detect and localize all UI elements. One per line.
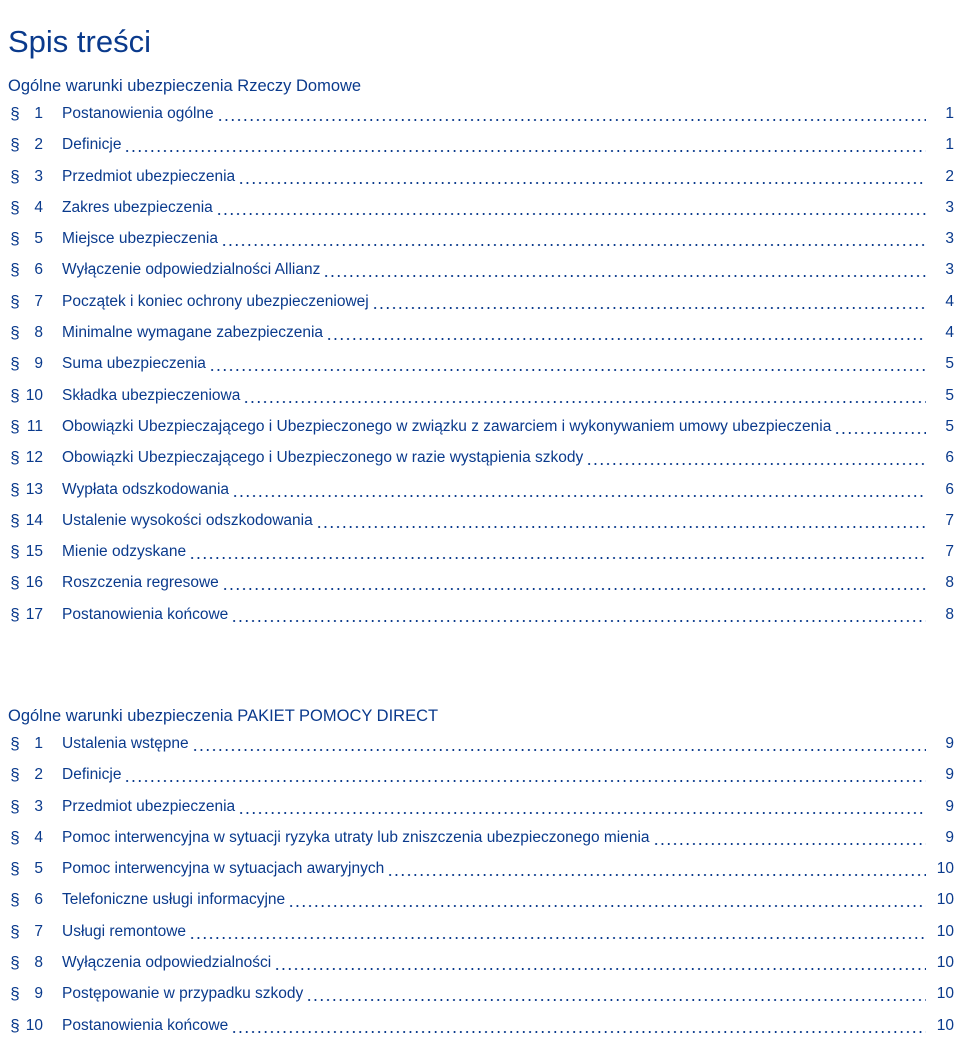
- toc-entry-title[interactable]: Zakres ubezpieczenia: [62, 198, 213, 216]
- toc-entry[interactable]: [0, 1009, 960, 1040]
- toc-entry-title[interactable]: Pomoc interwencyjna w sytuacjach awaryjnych: [62, 860, 385, 878]
- toc-entry[interactable]: [0, 946, 960, 977]
- toc-entry[interactable]: [0, 598, 960, 629]
- toc-entry[interactable]: [0, 222, 960, 253]
- section-sign-icon: §: [10, 510, 20, 530]
- dot-leader: [243, 386, 926, 406]
- toc-entry-number: 1: [34, 105, 43, 122]
- dot-leader: [231, 605, 926, 625]
- toc-entry[interactable]: [0, 285, 960, 316]
- dot-leader: [326, 323, 926, 343]
- toc-entry-number: 6: [34, 891, 43, 909]
- toc-entry-title[interactable]: Przedmiot ubezpieczenia: [62, 797, 236, 815]
- toc-entry[interactable]: [0, 347, 960, 378]
- toc-entry-title[interactable]: Telefoniczne usługi informacyjne: [62, 891, 286, 909]
- dot-leader: [834, 417, 926, 437]
- toc-entry[interactable]: [0, 97, 960, 128]
- toc-entry[interactable]: [0, 883, 960, 914]
- toc-entry-title[interactable]: Miejsce ubezpieczenia: [62, 230, 218, 248]
- toc-entry-leader: [62, 573, 926, 593]
- toc-entry-leader: [62, 198, 926, 218]
- toc-entry-number: 2: [34, 136, 43, 154]
- dot-leader: [653, 828, 926, 848]
- toc-entry-leader: [62, 135, 926, 155]
- toc-entry-number: 3: [34, 167, 43, 185]
- toc-entry-number: 6: [34, 261, 43, 279]
- toc-entry-leader: [62, 828, 926, 848]
- toc-entry-number: 2: [34, 766, 43, 784]
- toc-entry-leader: [62, 386, 926, 406]
- dot-leader: [124, 765, 926, 785]
- toc-entry-number: 4: [34, 198, 43, 216]
- toc-entry-number: 5: [34, 230, 43, 248]
- toc-entry-number: 7: [34, 292, 43, 310]
- toc-entry-title[interactable]: Pomoc interwencyjna w sytuacji ryzyka utraty lub zniszczenia ubezpieczonego mienia: [62, 828, 650, 846]
- toc-entry-leader: [62, 984, 926, 1004]
- toc-entry-title[interactable]: Przedmiot ubezpieczenia: [62, 167, 236, 185]
- toc-entry-leader: [62, 922, 926, 942]
- toc-entry-title[interactable]: Definicje: [62, 766, 122, 784]
- toc-entry[interactable]: [0, 410, 960, 441]
- toc-entry[interactable]: [0, 727, 960, 758]
- toc-entry-number: 13: [25, 480, 43, 498]
- toc-entry-number: 8: [34, 324, 43, 342]
- toc-entry-page-number: 1: [945, 136, 954, 154]
- toc-entry-title[interactable]: Postanowienia końcowe: [62, 1016, 229, 1034]
- section-sign-icon: §: [10, 385, 20, 405]
- section-sign-icon: §: [10, 921, 20, 941]
- dot-leader: [586, 448, 926, 468]
- toc-entry-number: 1: [34, 735, 43, 752]
- toc-entry[interactable]: [0, 852, 960, 883]
- toc-entry-page-number: 9: [945, 766, 954, 784]
- section-sign-icon: §: [10, 229, 20, 249]
- dot-leader: [231, 1016, 926, 1036]
- section-sign-icon: §: [10, 479, 20, 499]
- dot-leader: [316, 511, 926, 531]
- toc-entry-title[interactable]: Postanowienia ogólne: [62, 105, 214, 122]
- dot-leader: [323, 260, 926, 280]
- section-sign-icon: §: [10, 323, 20, 343]
- section-sign-icon: §: [10, 542, 20, 562]
- toc-entry-title[interactable]: Wyłączenie odpowiedzialności Allianz: [62, 261, 321, 279]
- toc-entry[interactable]: [0, 128, 960, 159]
- dot-leader: [209, 354, 926, 374]
- section-sign-icon: §: [10, 859, 20, 879]
- toc-entry-page-number: 3: [945, 198, 954, 216]
- toc-entry[interactable]: [0, 160, 960, 191]
- section-sign-icon: §: [10, 1015, 20, 1035]
- section-sign-icon: §: [10, 765, 20, 785]
- section-sign-icon: §: [10, 197, 20, 217]
- section-sign-icon: §: [10, 890, 20, 910]
- toc-entry[interactable]: [0, 977, 960, 1008]
- toc-entry-leader: [62, 953, 926, 973]
- toc-entry[interactable]: [0, 821, 960, 852]
- toc-entry[interactable]: [0, 915, 960, 946]
- section-heading: Ogólne warunki ubezpieczenia PAKIET POMOCY DIRECT: [8, 707, 439, 725]
- toc-entry-page-number: 7: [945, 511, 954, 529]
- toc-entry-leader: [62, 480, 926, 500]
- toc-entry-number: 15: [25, 543, 43, 561]
- toc-entry-title[interactable]: Składka ubezpieczeniowa: [62, 386, 241, 404]
- toc-entry-page-number: 10: [936, 860, 954, 878]
- toc-entry-page-number: 10: [936, 954, 954, 972]
- section-sign-icon: §: [10, 260, 20, 280]
- toc-entry-page-number: 4: [945, 292, 954, 310]
- toc-entry[interactable]: [0, 191, 960, 222]
- dot-leader: [189, 922, 926, 942]
- toc-entry-page-number: 6: [945, 449, 954, 467]
- toc-entry-page-number: 9: [945, 828, 954, 846]
- section-heading: Ogólne warunki ubezpieczenia Rzeczy Domowe: [8, 77, 362, 95]
- toc-entry-page-number: 10: [936, 891, 954, 909]
- toc-entry-number: 8: [34, 954, 43, 972]
- toc-entry-leader: [62, 448, 926, 468]
- toc-entry-leader: [62, 765, 926, 785]
- dot-leader: [192, 734, 926, 754]
- dot-leader: [288, 890, 926, 910]
- toc-entry-number: 4: [34, 828, 43, 846]
- toc-entry-title[interactable]: Suma ubezpieczenia: [62, 355, 206, 373]
- toc-entry[interactable]: [0, 379, 960, 410]
- section-sign-icon: §: [10, 166, 20, 186]
- toc-entry-page-number: 7: [945, 543, 954, 561]
- section-sign-icon: §: [10, 984, 20, 1004]
- toc-entry-title[interactable]: Wypłata odszkodowania: [62, 480, 230, 498]
- section-sign-icon: §: [10, 827, 20, 847]
- toc-entry-leader: [62, 354, 926, 374]
- toc-entry-page-number: 5: [945, 386, 954, 404]
- toc-entry-title[interactable]: Ustalenia wstępne: [62, 735, 189, 752]
- toc-entry-leader: [62, 104, 926, 124]
- toc-entry-title[interactable]: Postanowienia końcowe: [62, 605, 229, 623]
- dot-leader: [217, 104, 926, 124]
- dot-leader: [238, 167, 926, 187]
- toc-entry-leader: [62, 542, 926, 562]
- toc-entry-number: 16: [25, 574, 43, 592]
- toc-entry-leader: [62, 260, 926, 280]
- toc-list: [0, 727, 960, 1040]
- toc-entry-page-number: 2: [945, 167, 954, 185]
- dot-leader: [189, 542, 926, 562]
- toc-entry-page-number: 3: [945, 261, 954, 279]
- dot-leader: [306, 984, 926, 1004]
- toc-entry-number: 12: [25, 449, 43, 467]
- toc-entry[interactable]: [0, 316, 960, 347]
- dot-leader: [274, 953, 926, 973]
- toc-entry-title[interactable]: Mienie odzyskane: [62, 543, 187, 561]
- toc-entry[interactable]: [0, 790, 960, 821]
- toc-entry-title[interactable]: Definicje: [62, 136, 122, 154]
- dot-leader: [372, 292, 926, 312]
- dot-leader: [387, 859, 926, 879]
- toc-entry-number: 10: [25, 386, 43, 404]
- dot-leader: [232, 480, 926, 500]
- section-sign-icon: §: [10, 796, 20, 816]
- toc-entry-page-number: 10: [936, 985, 954, 1003]
- toc-entry-title[interactable]: Wyłączenia odpowiedzialności: [62, 954, 272, 972]
- toc-entry[interactable]: [0, 441, 960, 472]
- toc-entry-page-number: 5: [945, 417, 954, 435]
- toc-entry-leader: [62, 797, 926, 817]
- dot-leader: [222, 573, 926, 593]
- toc-entry-page-number: 5: [945, 355, 954, 373]
- toc-entry-page-number: 1: [945, 105, 954, 122]
- toc-entry-title[interactable]: Obowiązki Ubezpieczającego i Ubezpieczonego w razie wystąpienia szkody: [62, 449, 584, 467]
- toc-entry-number: 14: [25, 511, 43, 529]
- toc-entry[interactable]: [0, 253, 960, 284]
- section-sign-icon: §: [10, 416, 20, 436]
- toc-entry-page-number: 9: [945, 797, 954, 815]
- toc-entry-title[interactable]: Postępowanie w przypadku szkody: [62, 985, 304, 1003]
- toc-entry-page-number: 6: [945, 480, 954, 498]
- toc-list: [0, 97, 960, 629]
- toc-entry-leader: [62, 292, 926, 312]
- section-sign-icon: §: [10, 354, 20, 374]
- section-sign-icon: §: [10, 953, 20, 973]
- toc-entry[interactable]: [0, 566, 960, 597]
- toc-entry-number: 11: [26, 417, 43, 435]
- toc-entry-title[interactable]: Minimalne wymagane zabezpieczenia: [62, 324, 324, 342]
- toc-entry-page-number: 4: [945, 324, 954, 342]
- toc-entry-title[interactable]: Początek i koniec ochrony ubezpieczeniowej: [62, 292, 369, 310]
- toc-entry-number: 3: [34, 797, 43, 815]
- toc-entry-leader: [62, 323, 926, 343]
- toc-entry-page-number: 10: [936, 922, 954, 940]
- toc-entry-leader: [62, 859, 926, 879]
- toc-entry-title[interactable]: Ustalenie wysokości odszkodowania: [62, 511, 313, 529]
- toc-entry-number: 9: [34, 355, 43, 373]
- toc-entry-leader: [62, 417, 926, 437]
- toc-entry-page-number: 10: [936, 1016, 954, 1034]
- toc-entry-leader: [62, 605, 926, 625]
- toc-entry-title[interactable]: Obowiązki Ubezpieczającego i Ubezpieczonego w związku z zawarciem i wykonywaniem umowy ubezpieczenia: [62, 417, 832, 435]
- section-sign-icon: §: [10, 291, 20, 311]
- toc-entry-leader: [62, 511, 926, 531]
- toc-entry-leader: [62, 167, 926, 187]
- toc-entry-number: 17: [25, 605, 43, 623]
- toc-entry-leader: [62, 734, 926, 754]
- section-sign-icon: §: [10, 104, 20, 123]
- toc-entry-title[interactable]: Roszczenia regresowe: [62, 574, 219, 592]
- dot-leader: [124, 135, 926, 155]
- toc-entry-page-number: 9: [945, 735, 954, 752]
- toc-entry-page-number: 8: [945, 574, 954, 592]
- toc-entry-number: 7: [34, 922, 43, 940]
- dot-leader: [221, 229, 926, 249]
- toc-entry-page-number: 8: [945, 605, 954, 623]
- toc-entry-leader: [62, 890, 926, 910]
- toc-entry-number: 9: [34, 985, 43, 1003]
- toc-entry[interactable]: [0, 473, 960, 504]
- toc-entry[interactable]: [0, 504, 960, 535]
- toc-entry-leader: [62, 229, 926, 249]
- toc-entry[interactable]: [0, 535, 960, 566]
- dot-leader: [238, 797, 926, 817]
- toc-entry-leader: [62, 1016, 926, 1036]
- section-sign-icon: §: [10, 573, 20, 593]
- toc-entry-number: 5: [34, 860, 43, 878]
- page-title: Spis treści: [8, 23, 151, 59]
- toc-entry[interactable]: [0, 758, 960, 789]
- toc-entry-page-number: 3: [945, 230, 954, 248]
- section-sign-icon: §: [10, 448, 20, 468]
- toc-entry-number: 10: [25, 1016, 43, 1034]
- dot-leader: [216, 198, 926, 218]
- section-sign-icon: §: [10, 604, 20, 624]
- section-sign-icon: §: [10, 135, 20, 155]
- section-sign-icon: §: [10, 734, 20, 753]
- toc-entry-title[interactable]: Usługi remontowe: [62, 922, 187, 940]
